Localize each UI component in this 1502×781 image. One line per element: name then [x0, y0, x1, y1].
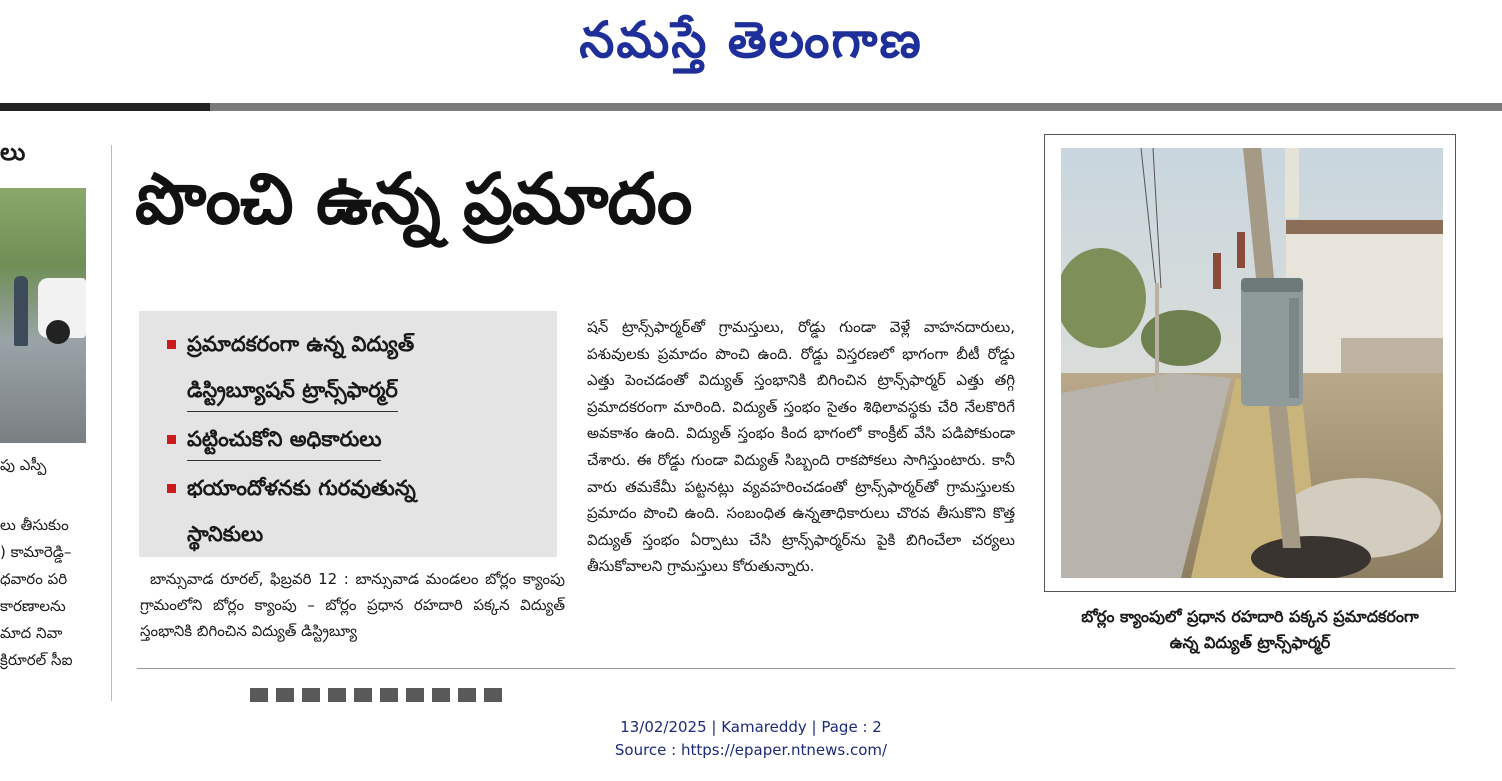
- photo-caption-line: బోర్లం క్యాంపులో ప్రధాన రహదారి పక్కన ప్రమాదకరంగా: [1081, 607, 1419, 626]
- masthead-rule-dark: [0, 103, 210, 111]
- highlight-item: [187, 465, 557, 557]
- body-paragraph: బాన్సువాడ రూరల్, ఫిబ్రవరి 12 : బాన్సువాడ మండలం బోర్లం క్యాంపు గ్రామంలోని బోర్లం క్యాంపు – బోర్లం ప్రధాన రహదారి పక్కన విద్యుత్ స్తంభానికి బిగించిన విద్యుత్ డిస్ట్రిబ్యూ: [140, 570, 565, 640]
- page-footer: [0, 716, 1502, 762]
- left-adjacent-column: [0, 120, 110, 700]
- left-photo-caption: పు ఎస్పీ: [0, 456, 47, 474]
- column-divider: [111, 145, 112, 701]
- photo-person: [14, 276, 28, 346]
- left-text-line: ధవారం పరి: [0, 570, 68, 588]
- red-bullet-icon: [167, 484, 176, 493]
- next-story-cut-text: [250, 688, 510, 702]
- left-column-heading: లు: [0, 138, 26, 166]
- masthead-rule-grey: [210, 103, 1502, 111]
- photo-car-wheel: [46, 320, 70, 344]
- left-text-line: కారణాలను: [0, 597, 66, 615]
- highlight-item: [187, 416, 557, 465]
- highlight-text: ప్రమాదకరంగా ఉన్న విద్యుత్: [187, 332, 415, 356]
- highlights-box: [139, 311, 557, 557]
- footer-source-link[interactable]: Source : https://epaper.ntnews.com/: [614, 741, 888, 759]
- footer-date-edition: 13/02/2025 | Kamareddy | Page : 2: [620, 718, 882, 736]
- highlight-text: పట్టించుకోని అధికారులు: [187, 420, 381, 461]
- story-body-right: [587, 314, 1015, 580]
- section-rule: [137, 668, 1455, 669]
- left-text-line: మాద నివా: [0, 624, 63, 642]
- left-text-line: క్రిరూరల్ సీఐ: [0, 651, 73, 669]
- red-bullet-icon: [167, 435, 176, 444]
- left-column-text: [0, 512, 72, 674]
- highlight-text: భయాందోళనకు గురవుతున్న: [187, 476, 416, 500]
- left-column-photo: [0, 188, 86, 443]
- story-body-left: [140, 566, 565, 644]
- red-bullet-icon: [167, 340, 176, 349]
- left-text-line: ) కామారెడ్డి–: [0, 543, 72, 561]
- highlight-text: స్థానికులు: [187, 522, 264, 546]
- newspaper-logo: నమస్తే తెలంగాణ: [579, 10, 923, 69]
- highlight-item: [187, 321, 557, 416]
- photo-caption-line: ఉన్న విద్యుత్ ట్రాన్స్‌ఫార్మర్: [1169, 633, 1331, 652]
- transformer-photo: [1061, 148, 1443, 578]
- highlight-text: డిస్ట్రిబ్యూషన్ ట్రాన్స్‌ఫార్మర్: [187, 371, 398, 412]
- left-text-line: లు తీసుకుం: [0, 516, 69, 534]
- photo-caption: [1040, 604, 1460, 656]
- story-headline: పొంచి ఉన్న ప్రమాదం: [135, 158, 692, 240]
- body-paragraph: షన్ ట్రాన్స్‌ఫార్మర్‌తో గ్రామస్తులు, రోడ్డు గుండా వెళ్లే వాహనదారులు, పశువులకు ప్రమాదం పొంచి ఉంది. రోడ్డు విస్తరణలో భాగంగా బీటీ రోడ్డు ఎత్తు పెంచడంతో విద్యుత్ స్తంభానికి బిగించిన ట్రాన్స్‌ఫార్మర్ ఎత్తు తగ్గి ప్రమాదకరంగా మారింది. విద్యుత్ స్తంభం సైతం శిథిలావస్థకు చేరి నేలకొరిగే అవకాశం ఉంది. విద్యుత్ స్తంభం కింద భాగంలో కాంక్రీట్ వేసి పడిపోకుండా చేశారు. ఈ రోడ్డు గుండా విద్యుత్ సిబ్బంది రాకపోకలు సాగిస్తుంటారు. కానీ వారు తమకేమీ పట్టనట్లు వ్యవహరించడంతో ట్రాన్స్‌ఫార్మర్‌తో గ్రామస్తులకు ప్రమాదం పొంచి ఉంది. సంబంధిత ఉన్నతాధికారులు చొరవ తీసుకొని కొత్త విద్యుత్ స్తంభం ఏర్పాటు చేసి ట్రాన్స్‌ఫార్మర్‌ను పైకి బిగించేలా చర్యలు తీసుకోవాలని గ్రామస్తులు కోరుతున్నారు.: [587, 318, 1015, 576]
- masthead: [0, 0, 1502, 100]
